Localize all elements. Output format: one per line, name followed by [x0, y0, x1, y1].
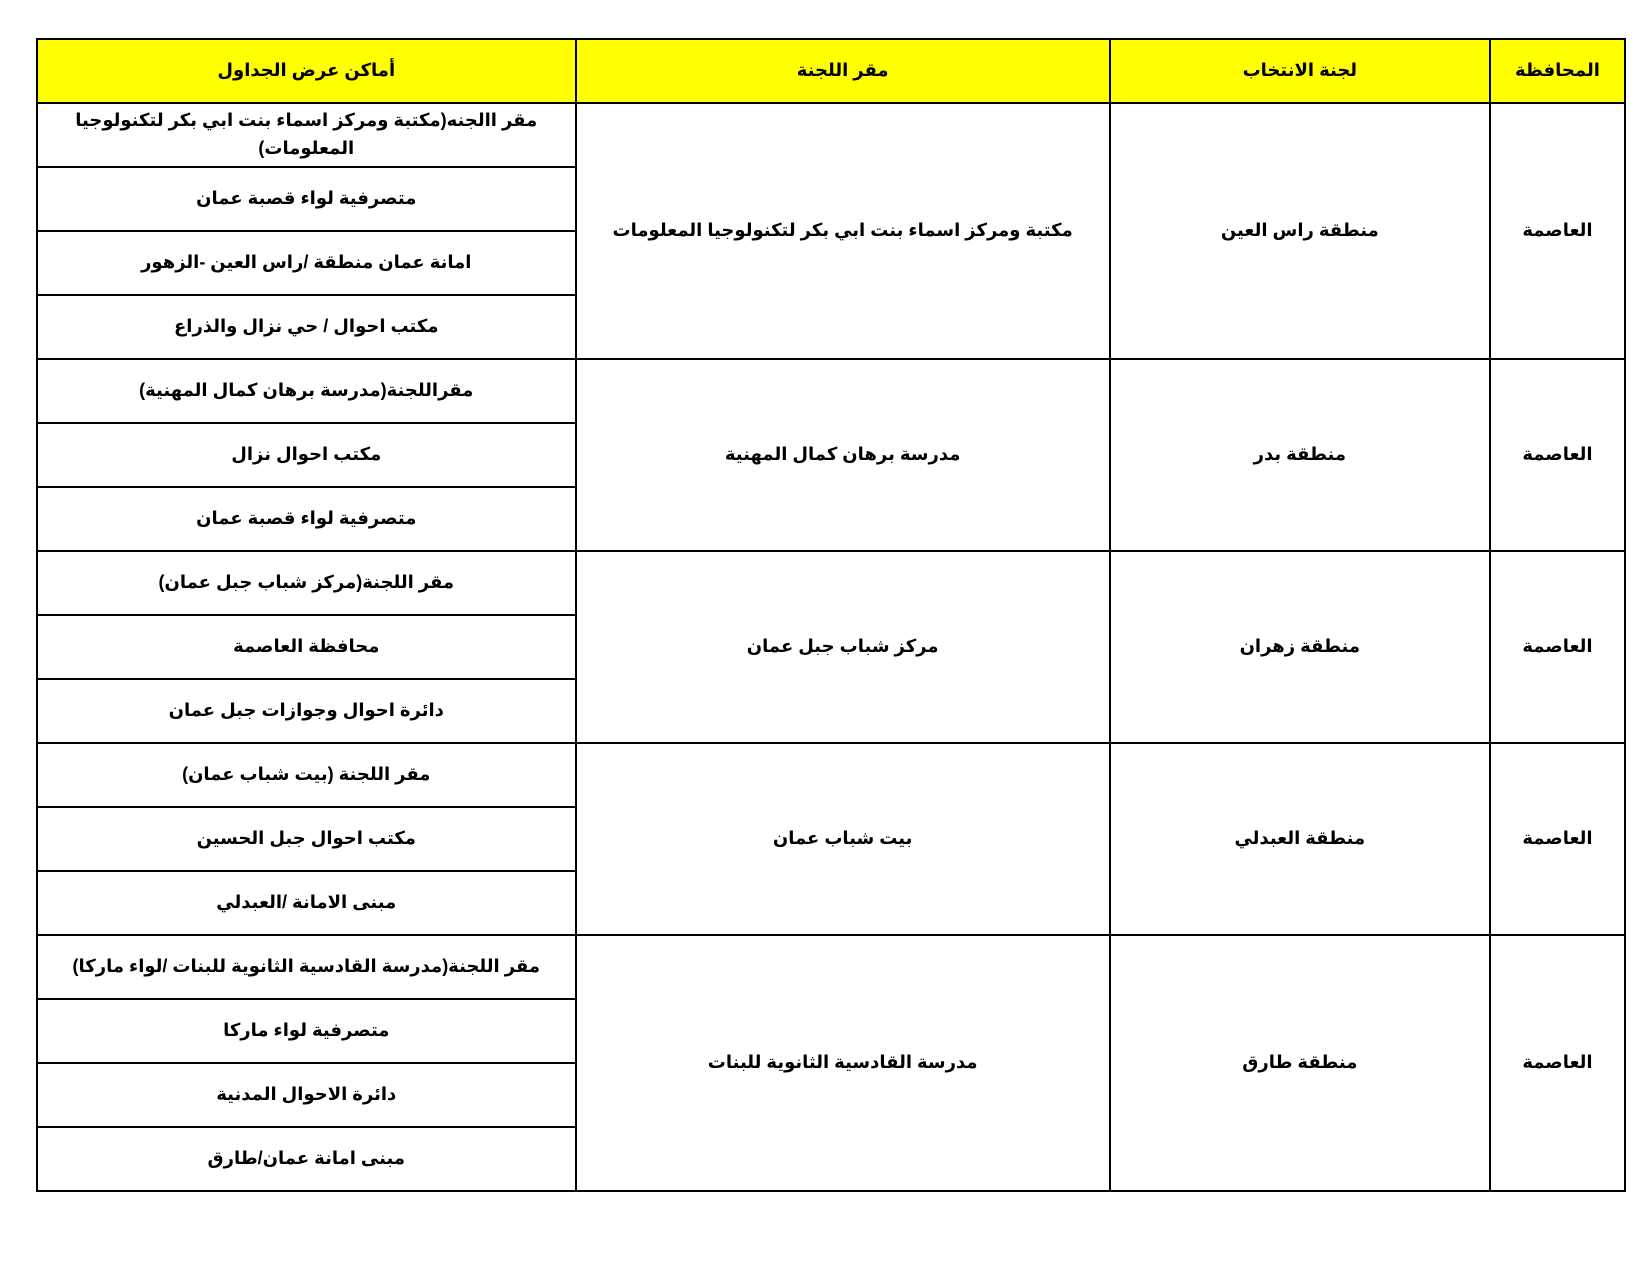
committee-hq-cell: مركز شباب جبل عمان — [576, 551, 1110, 743]
display-place-cell: مقراللجنة(مدرسة برهان كمال المهنية) — [37, 359, 576, 423]
header-display-places: أماكن عرض الجداول — [37, 39, 576, 103]
display-place-cell: مقر اللجنة (بيت شباب عمان) — [37, 743, 576, 807]
governorate-cell: العاصمة — [1490, 935, 1625, 1191]
committee-cell: منطقة زهران — [1110, 551, 1490, 743]
display-place-cell: متصرفية لواء ماركا — [37, 999, 576, 1063]
table-row — [37, 743, 1625, 807]
committee-hq-cell: مدرسة برهان كمال المهنية — [576, 359, 1110, 551]
display-place-cell: متصرفية لواء قصبة عمان — [37, 487, 576, 551]
committee-cell: منطقة طارق — [1110, 935, 1490, 1191]
committee-cell: منطقة راس العين — [1110, 103, 1490, 359]
governorate-cell: العاصمة — [1490, 551, 1625, 743]
header-committee: لجنة الانتخاب — [1110, 39, 1490, 103]
governorate-cell: العاصمة — [1490, 743, 1625, 935]
display-place-cell: دائرة الاحوال المدنية — [37, 1063, 576, 1127]
display-place-cell: محافظة العاصمة — [37, 615, 576, 679]
table-row — [37, 359, 1625, 423]
header-row — [37, 39, 1625, 103]
display-place-cell: مكتب احوال نزال — [37, 423, 576, 487]
table-body — [37, 103, 1625, 1191]
display-place-cell: متصرفية لواء قصبة عمان — [37, 167, 576, 231]
governorate-cell: العاصمة — [1490, 103, 1625, 359]
display-place-cell: امانة عمان منطقة /راس العين -الزهور — [37, 231, 576, 295]
committees-table — [36, 38, 1626, 1192]
committee-cell: منطقة بدر — [1110, 359, 1490, 551]
display-place-cell: مكتب احوال جبل الحسين — [37, 807, 576, 871]
table-row — [37, 935, 1625, 999]
header-governorate: المحافظة — [1490, 39, 1625, 103]
committee-hq-cell: مدرسة القادسية الثانوية للبنات — [576, 935, 1110, 1191]
display-place-cell: دائرة احوال وجوازات جبل عمان — [37, 679, 576, 743]
committee-hq-cell: مكتبة ومركز اسماء بنت ابي بكر لتكنولوجيا المعلومات — [576, 103, 1110, 359]
display-place-cell: مقر اللجنة(مركز شباب جبل عمان) — [37, 551, 576, 615]
table-row — [37, 103, 1625, 167]
display-place-cell: مقر اللجنة(مدرسة القادسية الثانوية للبنات /لواء ماركا) — [37, 935, 576, 999]
table-header — [37, 39, 1625, 103]
committee-cell: منطقة العبدلي — [1110, 743, 1490, 935]
committee-hq-cell: بيت شباب عمان — [576, 743, 1110, 935]
table-row — [37, 551, 1625, 615]
governorate-cell: العاصمة — [1490, 359, 1625, 551]
display-place-cell: مبنى امانة عمان/طارق — [37, 1127, 576, 1191]
display-place-cell: مقر االجنه(مكتبة ومركز اسماء بنت ابي بكر لتكنولوجيا المعلومات) — [37, 103, 576, 167]
display-place-cell: مكتب احوال / حي نزال والذراع — [37, 295, 576, 359]
header-committee-hq: مقر اللجنة — [576, 39, 1110, 103]
display-place-cell: مبنى الامانة /العبدلي — [37, 871, 576, 935]
